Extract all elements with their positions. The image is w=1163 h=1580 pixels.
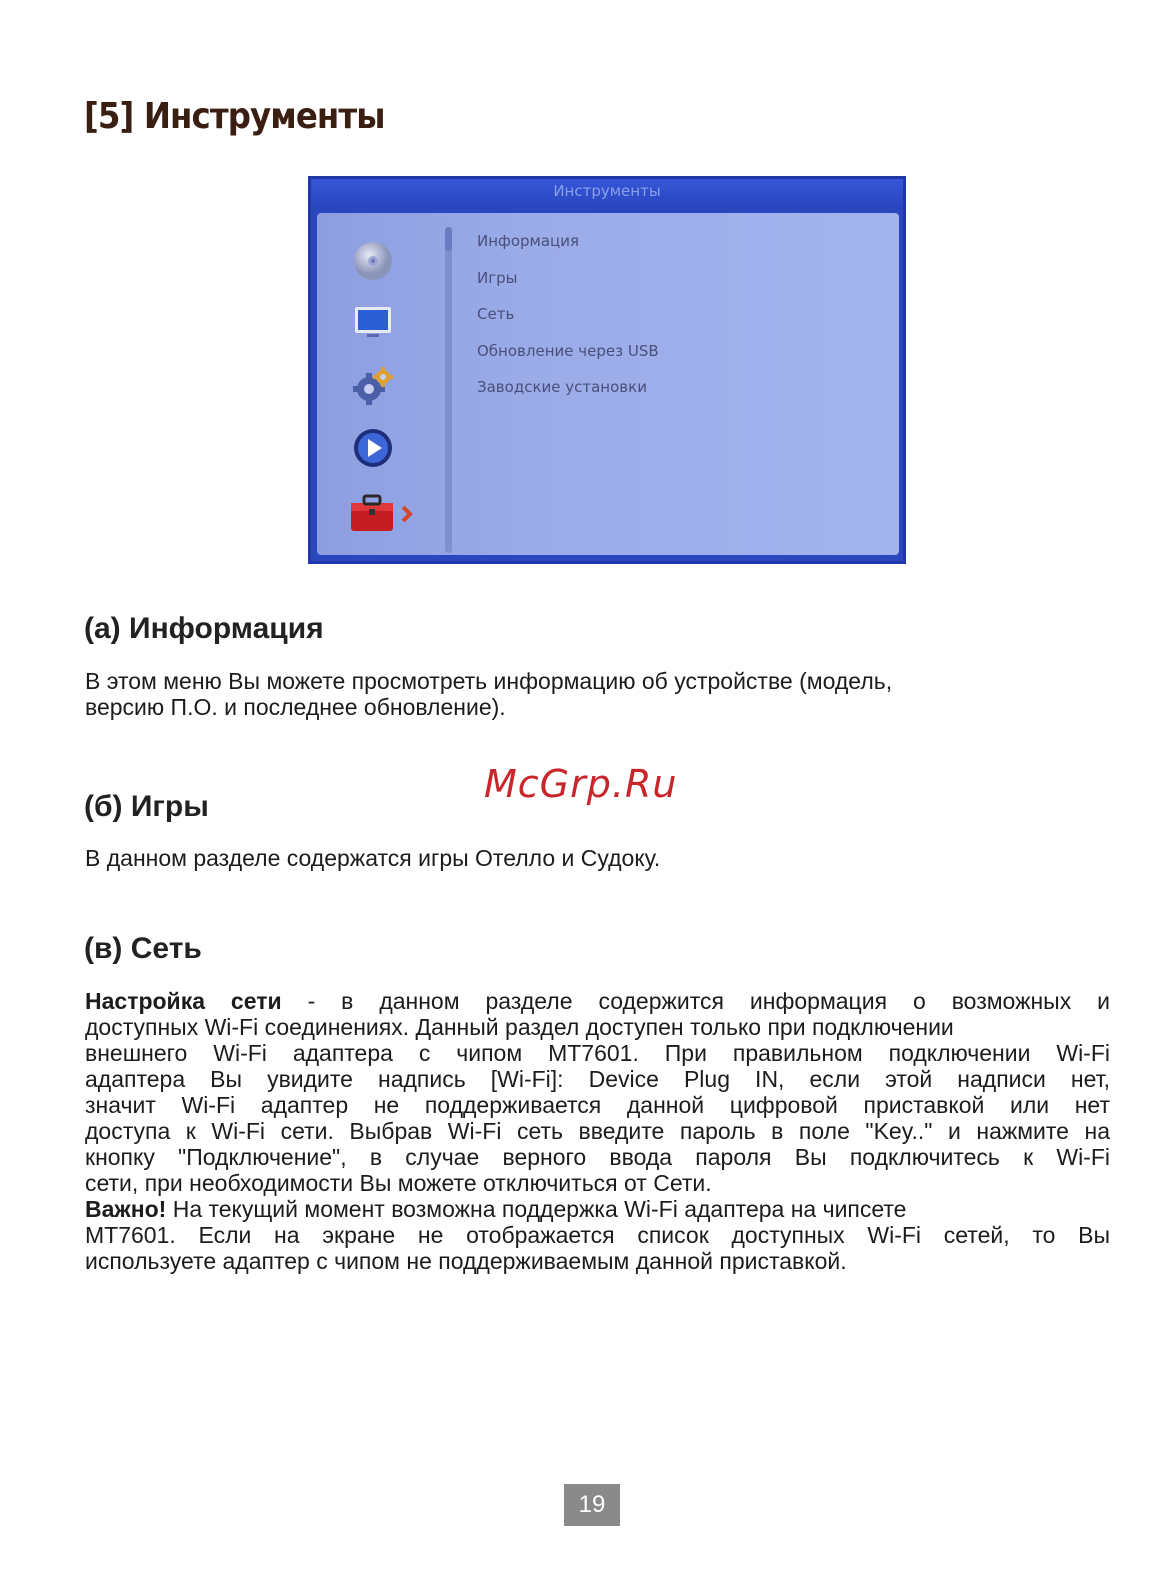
info-paragraph (85, 668, 1110, 720)
network-line-lead (85, 988, 1110, 1014)
tv-screen-icon (347, 299, 399, 345)
scrollbar[interactable] (445, 227, 452, 553)
network-line-5: доступа к Wi-Fi сети. Выбрав Wi-Fi сеть введите пароль в поле "Key.." и нажмите на (85, 1118, 1110, 1144)
scrollbar-thumb[interactable] (445, 227, 452, 251)
network-tail-line-2: используете адаптер с чипом не поддерживаемым данной приставкой. (85, 1248, 847, 1274)
section-heading-network: (в) Сеть (84, 932, 202, 965)
network-line-7: сети, при необходимости Вы можете отключиться от Сети. (85, 1170, 712, 1196)
network-tail-line-1: MT7601. Если на экране не отображается список доступных Wi-Fi сетей, то Вы (85, 1222, 1110, 1248)
tools-menu-screenshot (308, 176, 906, 564)
tools-menu-list (477, 229, 659, 412)
info-line-1: В этом меню Вы можете просмотреть информацию об устройстве (модель, (85, 668, 893, 694)
play-circle-icon (347, 425, 399, 471)
network-line-1: доступных Wi-Fi соединениях. Данный раздел доступен только при подключении (85, 1014, 954, 1040)
section-heading-info: (a) Информация (84, 612, 324, 645)
page-title: [5] Инструменты (84, 96, 385, 137)
important-line (85, 1196, 1110, 1222)
important-bold: Важно! (85, 1196, 167, 1222)
watermark: McGrp.Ru (484, 762, 678, 806)
menu-item-info[interactable]: Информация (477, 232, 580, 250)
network-paragraph (85, 988, 1110, 1274)
screen-header-title: Инструменты (311, 179, 903, 209)
section-heading-games: (б) Игры (84, 790, 209, 823)
network-line-4: значит Wi-Fi адаптер не поддерживается данной цифровой приставкой или нет (85, 1092, 1110, 1118)
disc-icon (347, 237, 399, 283)
menu-item-network[interactable]: Сеть (477, 305, 515, 323)
menu-item-usb-update[interactable]: Обновление через USB (477, 341, 659, 360)
menu-item-games[interactable]: Игры (477, 268, 518, 287)
screen-body (317, 213, 899, 555)
important-rest: На текущий момент возможна поддержка Wi-Fi адаптера на чипсете (166, 1196, 907, 1222)
settings-gears-icon (347, 363, 399, 409)
menu-item-factory-reset[interactable]: Заводские установки (477, 378, 647, 396)
network-line-6: кнопку "Подключение", в случае верного ввода пароля Вы подключитесь к Wi-Fi (85, 1144, 1110, 1170)
network-line-3: адаптера Вы увидите надпись [Wi-Fi]: Device Plug IN, если этой надписи нет, (85, 1066, 1110, 1092)
info-line-2: версию П.О. и последнее обновление). (85, 694, 506, 720)
network-line-2: внешнего Wi-Fi адаптера с чипом MT7601. При правильном подключении Wi-Fi (85, 1040, 1110, 1066)
games-paragraph: В данном разделе содержатся игры Отелло и Судоку. (85, 845, 661, 871)
page-number: 19 (564, 1484, 620, 1526)
toolbox-icon (343, 489, 423, 535)
network-lead-rest: - в данном разделе содержится информация о возможных и (281, 988, 1110, 1014)
network-lead-bold: Настройка сети (85, 988, 282, 1014)
